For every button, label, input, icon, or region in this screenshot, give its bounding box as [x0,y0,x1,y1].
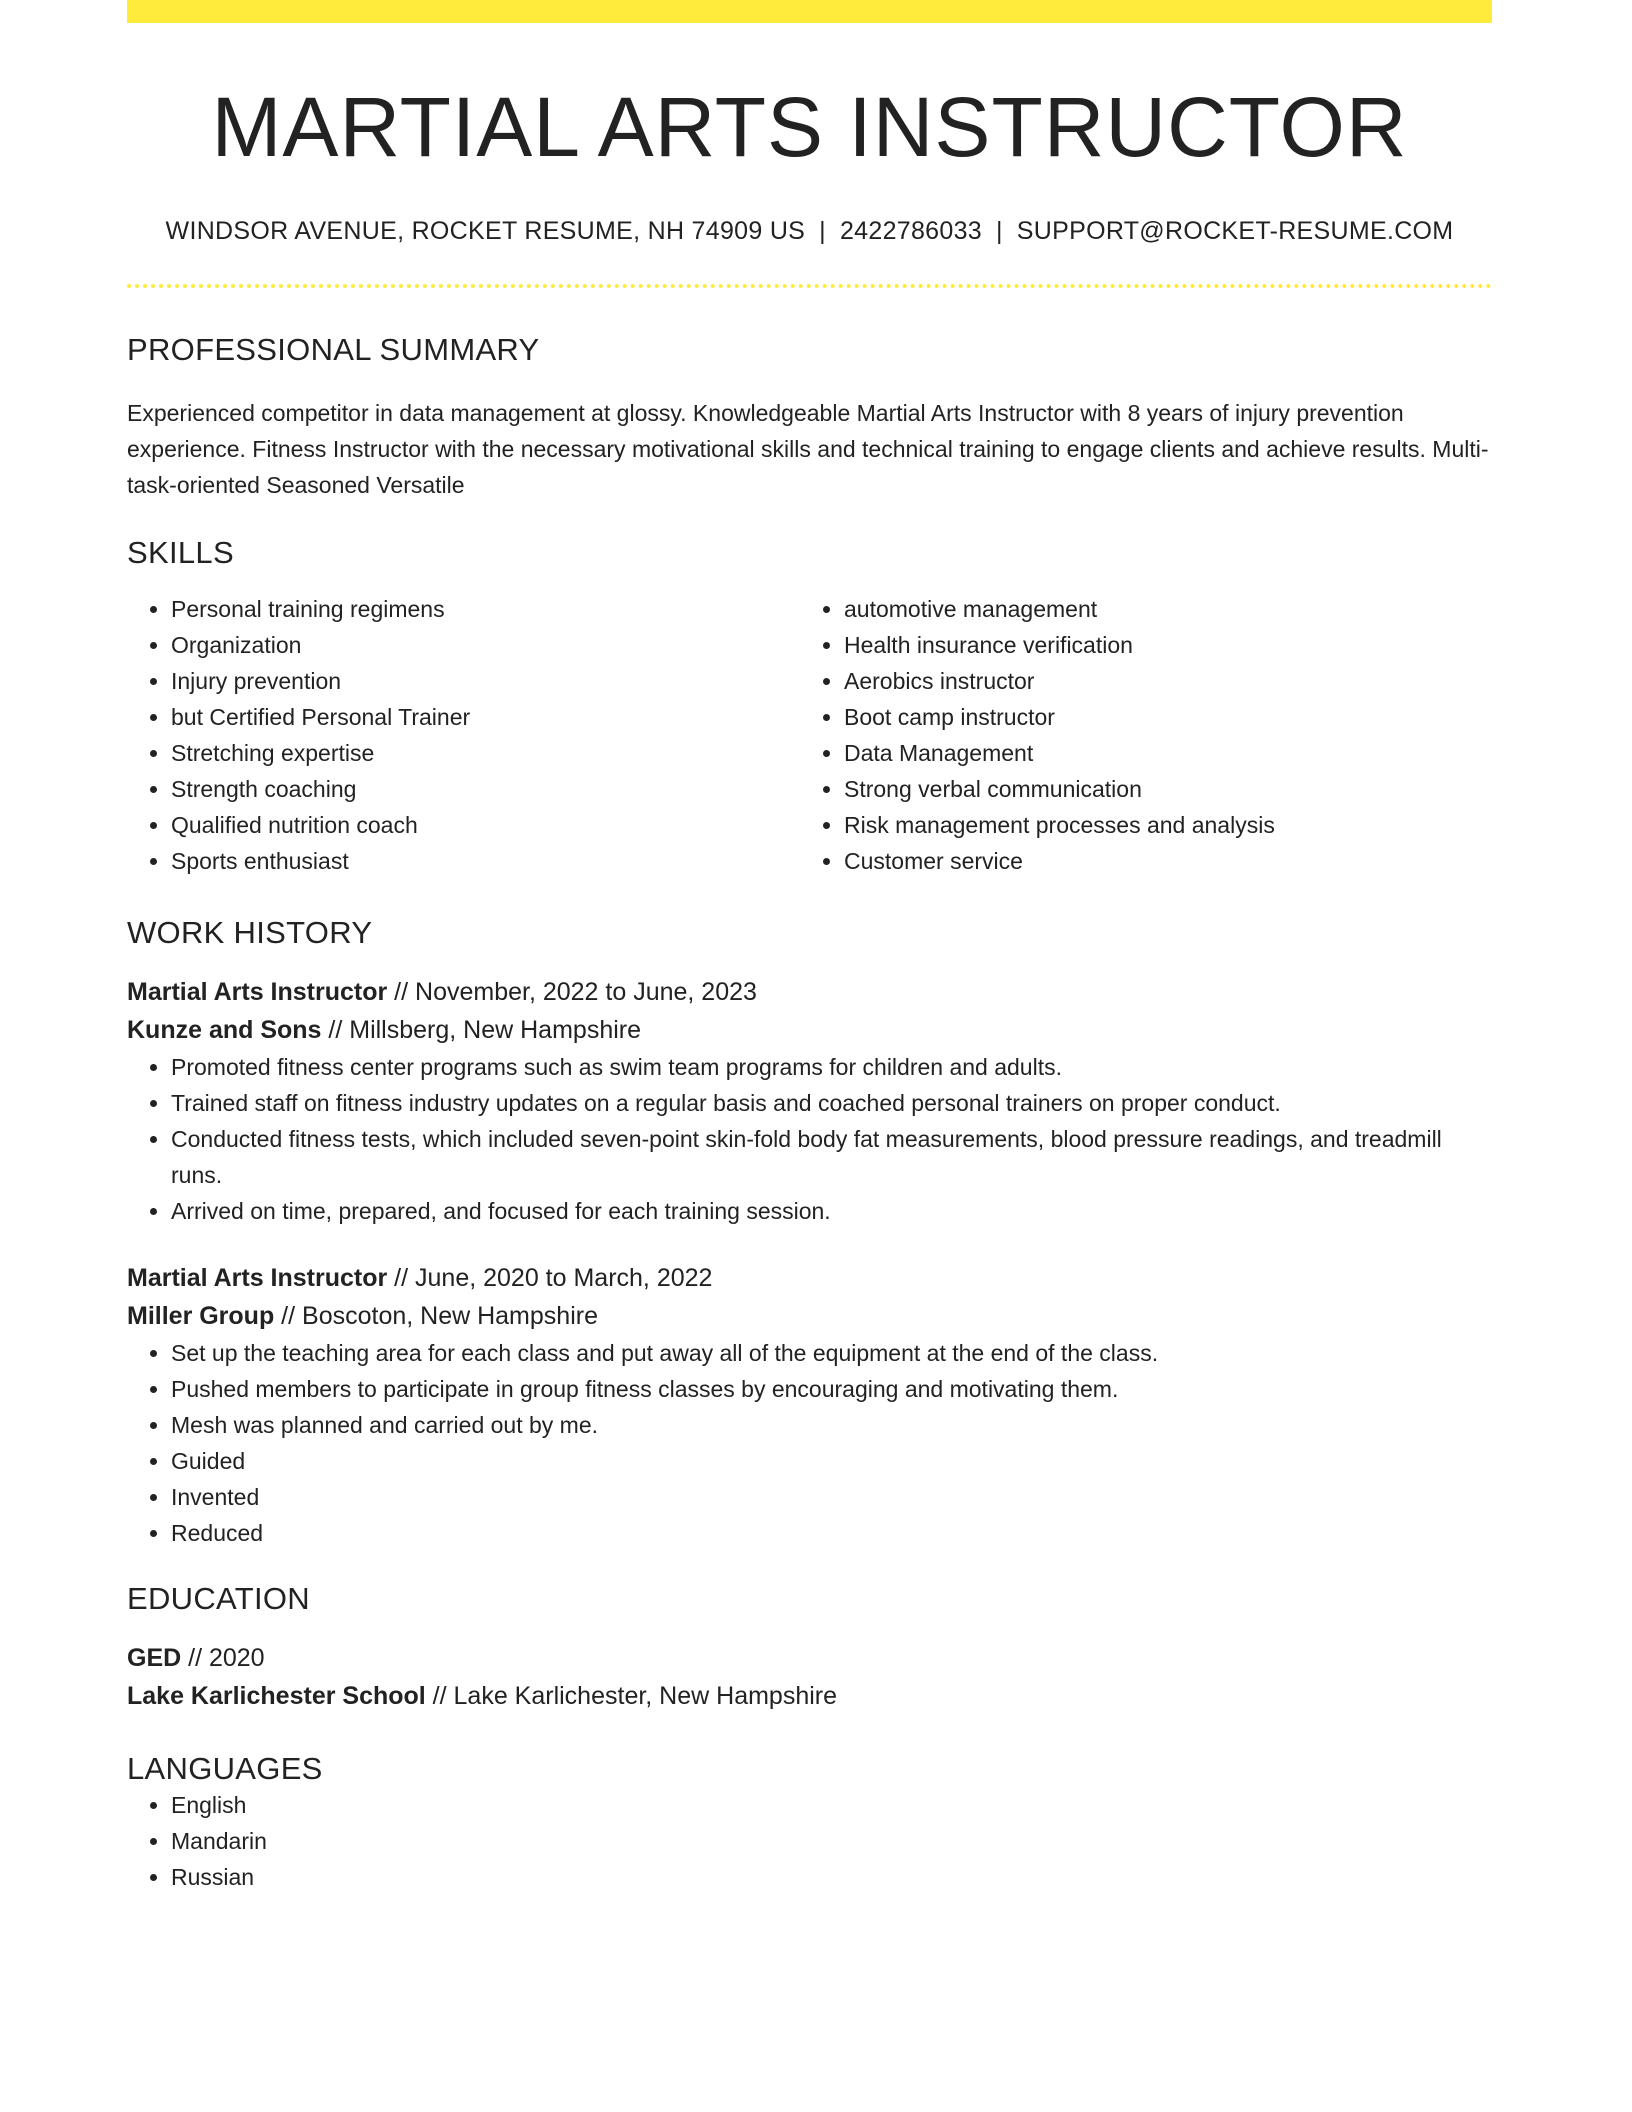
job-bullet: • Promoted fitness center programs such as swim team programs for children and adults. [171,1049,1492,1085]
section-title-languages: LANGUAGES [127,1751,323,1787]
skill-item: • automotive management [844,591,1473,627]
job-entry [127,1259,1492,1551]
separator: | [819,217,826,246]
address-text: WINDSOR AVENUE, ROCKET RESUME, NH 74909 US [165,217,806,246]
job-company-line [127,1297,1492,1335]
education-entry [127,1639,1492,1715]
page-title: MARTIAL ARTS INSTRUCTOR [211,80,1408,174]
skill-item: • Personal training regimens [171,591,800,627]
job-bullet: • Guided [171,1443,1492,1479]
job-role: Martial Arts Instructor [127,1264,388,1293]
education-school-line [127,1677,1492,1715]
job-bullet: • Mesh was planned and carried out by me. [171,1407,1492,1443]
job-entry [127,973,1492,1229]
contact-line [127,217,1492,246]
skill-item: • Stretching expertise [171,735,800,771]
skill-item: • Customer service [844,843,1473,879]
languages-list [127,1787,1492,1895]
education-degree-line [127,1639,1492,1677]
job-dates: // June, 2020 to March, 2022 [387,1264,713,1293]
skill-item: • Sports enthusiast [171,843,800,879]
resume-page [127,0,1492,1895]
job-bullet: • Pushed members to participate in group fitness classes by encouraging and motivating them. [171,1371,1492,1407]
skill-item: • Strong verbal communication [844,771,1473,807]
section-title-skills: SKILLS [127,535,234,571]
job-bullet: • Conducted fitness tests, which included seven-point skin-fold body fat measurements, blood pressure readings, and treadmill runs. [171,1121,1492,1193]
education-location: // Lake Karlichester, New Hampshire [425,1682,838,1711]
skill-item: • Data Management [844,735,1473,771]
language-item: • Russian [171,1859,1492,1895]
section-title-work: WORK HISTORY [127,915,373,951]
job-role: Martial Arts Instructor [127,978,388,1007]
email-text: SUPPORT@ROCKET-RESUME.COM [1016,217,1454,246]
job-bullet: • Invented [171,1479,1492,1515]
job-dates: // November, 2022 to June, 2023 [387,978,757,1007]
separator: | [996,217,1003,246]
section-title-education: EDUCATION [127,1581,310,1617]
section-title-summary: PROFESSIONAL SUMMARY [127,332,540,368]
job-location: // Boscoton, New Hampshire [274,1302,598,1331]
summary-text: Experienced competitor in data management at glossy. Knowledgeable Martial Arts Instructor with 8 years of injury prevention experience. Fitness Instructor with the necessary motivational skills and technical training to engage clients and achieve results. Multi-task-oriented Seasoned Versatile [127,400,1489,499]
education-school: Lake Karlichester School [127,1682,426,1711]
skill-item: • Health insurance verification [844,627,1473,663]
skill-item: • Boot camp instructor [844,699,1473,735]
job-bullet: • Arrived on time, prepared, and focused for each training session. [171,1193,1492,1229]
skill-item: • but Certified Personal Trainer [171,699,800,735]
skill-item: • Risk management processes and analysis [844,807,1473,843]
language-item: • English [171,1787,1492,1823]
job-bullets [127,1335,1492,1551]
skill-item: • Strength coaching [171,771,800,807]
skill-item: • Organization [171,627,800,663]
skill-item: • Qualified nutrition coach [171,807,800,843]
education-degree: GED [127,1644,182,1673]
job-bullets [127,1049,1492,1229]
skills-list-left [127,591,800,879]
accent-bar [127,0,1492,23]
job-role-line [127,1259,1492,1297]
job-location: // Millsberg, New Hampshire [321,1016,641,1045]
job-role-line [127,973,1492,1011]
language-item: • Mandarin [171,1823,1492,1859]
education-year: // 2020 [181,1644,265,1673]
skill-item: • Injury prevention [171,663,800,699]
phone-text: 2422786033 [839,217,982,246]
job-bullet: • Set up the teaching area for each class and put away all of the equipment at the end of the class. [171,1335,1492,1371]
job-bullet: • Trained staff on fitness industry updates on a regular basis and coached personal trainers on proper conduct. [171,1085,1492,1121]
job-company-line [127,1011,1492,1049]
skill-item: • Aerobics instructor [844,663,1473,699]
skills-list-right [800,591,1473,879]
job-company: Miller Group [127,1302,275,1331]
job-company: Kunze and Sons [127,1016,322,1045]
skills-grid [127,591,1492,879]
job-bullet: • Reduced [171,1515,1492,1551]
dotted-divider [127,284,1492,288]
